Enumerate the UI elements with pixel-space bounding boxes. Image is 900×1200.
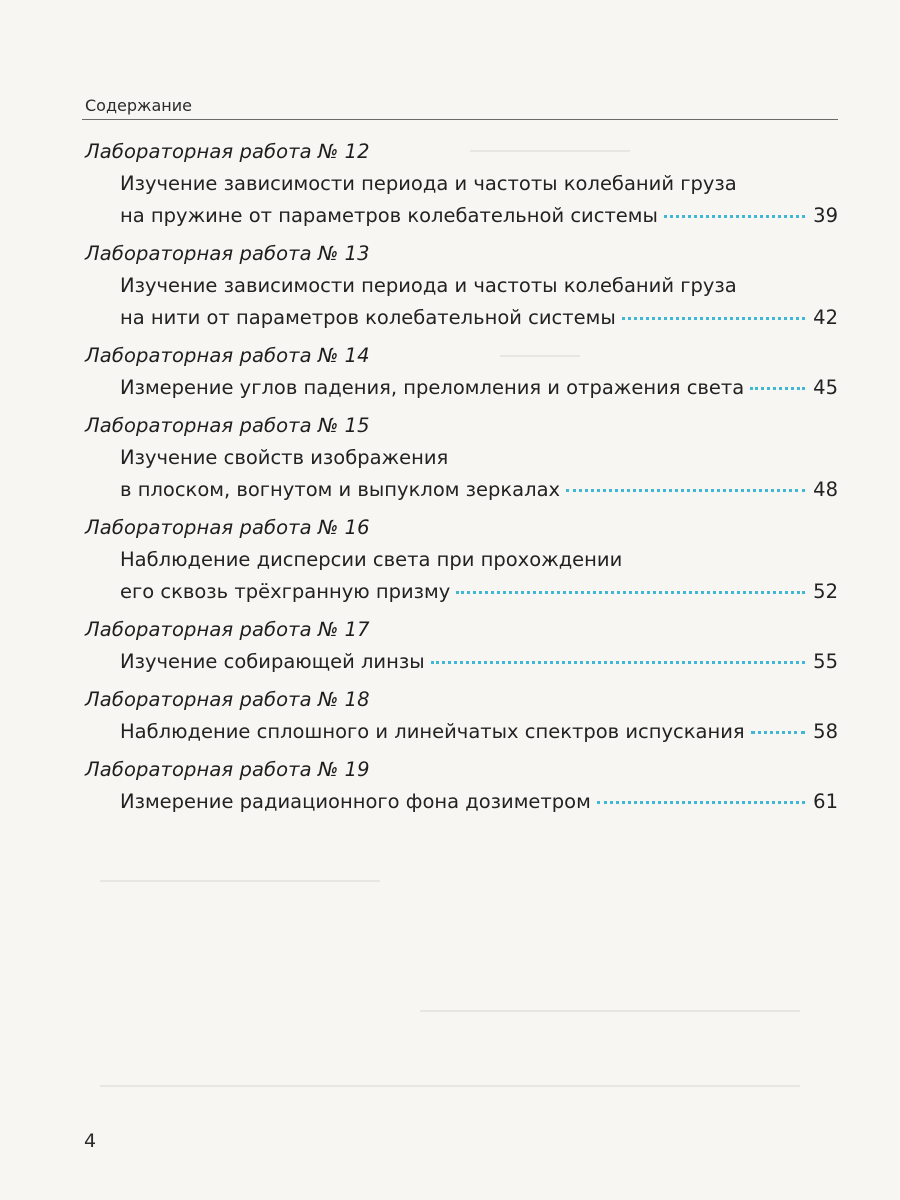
dot-leader [456,591,805,594]
toc-entry [0,340,900,404]
entry-line: Изучение зависимости периода и частоты колебаний груза [120,274,737,297]
toc-entry [0,410,900,506]
lab-title: Лабораторная работа № 19 [85,758,370,781]
lab-title: Лабораторная работа № 13 [85,242,370,265]
lab-title: Лабораторная работа № 14 [85,344,370,367]
entry-last-line [120,576,838,608]
dot-leader [431,661,806,664]
toc-entry [0,684,900,748]
entry-text [120,716,838,748]
entry-text [120,786,838,818]
page-number: 42 [813,306,838,329]
page-number: 61 [813,790,838,813]
entry-last-line [120,200,838,232]
entry-last-line [120,372,838,404]
entry-last-line [120,474,838,506]
entry-line: на пружине от параметров колебательной системы [120,204,658,227]
entry-text [120,372,838,404]
entry-text [120,442,838,506]
dot-leader [664,215,805,218]
page-number: 45 [813,376,838,399]
page-number: 58 [813,720,838,743]
dot-leader [597,801,805,804]
page-number: 48 [813,478,838,501]
entry-line: Наблюдение дисперсии света при прохождении [120,548,623,571]
entry-line: Изучение свойств изображения [120,446,449,469]
toc-entry [0,238,900,334]
show-through-mark [100,880,380,882]
page-number: 39 [813,204,838,227]
entry-text [120,168,838,232]
entry-text [120,544,838,608]
lab-title: Лабораторная работа № 17 [85,618,370,641]
header-rule [82,119,838,120]
entry-line: его сквозь трёхгранную призму [120,580,451,603]
entry-last-line [120,646,838,678]
folio-page-number: 4 [84,1130,97,1152]
toc-entry [0,754,900,818]
entry-line: Изучение зависимости периода и частоты колебаний груза [120,172,737,195]
entry-text [120,270,838,334]
page-number: 52 [813,580,838,603]
entry-line: Наблюдение сплошного и линейчатых спектров испускания [120,720,745,743]
lab-title: Лабораторная работа № 12 [85,140,370,163]
table-of-contents [0,136,900,824]
show-through-mark [420,1010,800,1012]
entry-text [120,646,838,678]
toc-entry [0,512,900,608]
entry-line: в плоском, вогнутом и выпуклом зеркалах [120,478,561,501]
entry-last-line [120,302,838,334]
dot-leader [750,387,805,390]
entry-last-line [120,716,838,748]
toc-entry [0,136,900,232]
page-number: 55 [813,650,838,673]
lab-title: Лабораторная работа № 15 [85,414,370,437]
dot-leader [622,317,805,320]
lab-title: Лабораторная работа № 16 [85,516,370,539]
dot-leader [751,731,806,734]
entry-line: Изучение собирающей линзы [120,650,425,673]
entry-line: на нити от параметров колебательной системы [120,306,616,329]
entry-line: Измерение радиационного фона дозиметром [120,790,591,813]
show-through-mark [100,1085,800,1087]
entry-last-line [120,786,838,818]
lab-title: Лабораторная работа № 18 [85,688,370,711]
toc-entry [0,614,900,678]
entry-line: Измерение углов падения, преломления и отражения света [120,376,745,399]
dot-leader [566,489,805,492]
running-head: Содержание [85,96,192,115]
